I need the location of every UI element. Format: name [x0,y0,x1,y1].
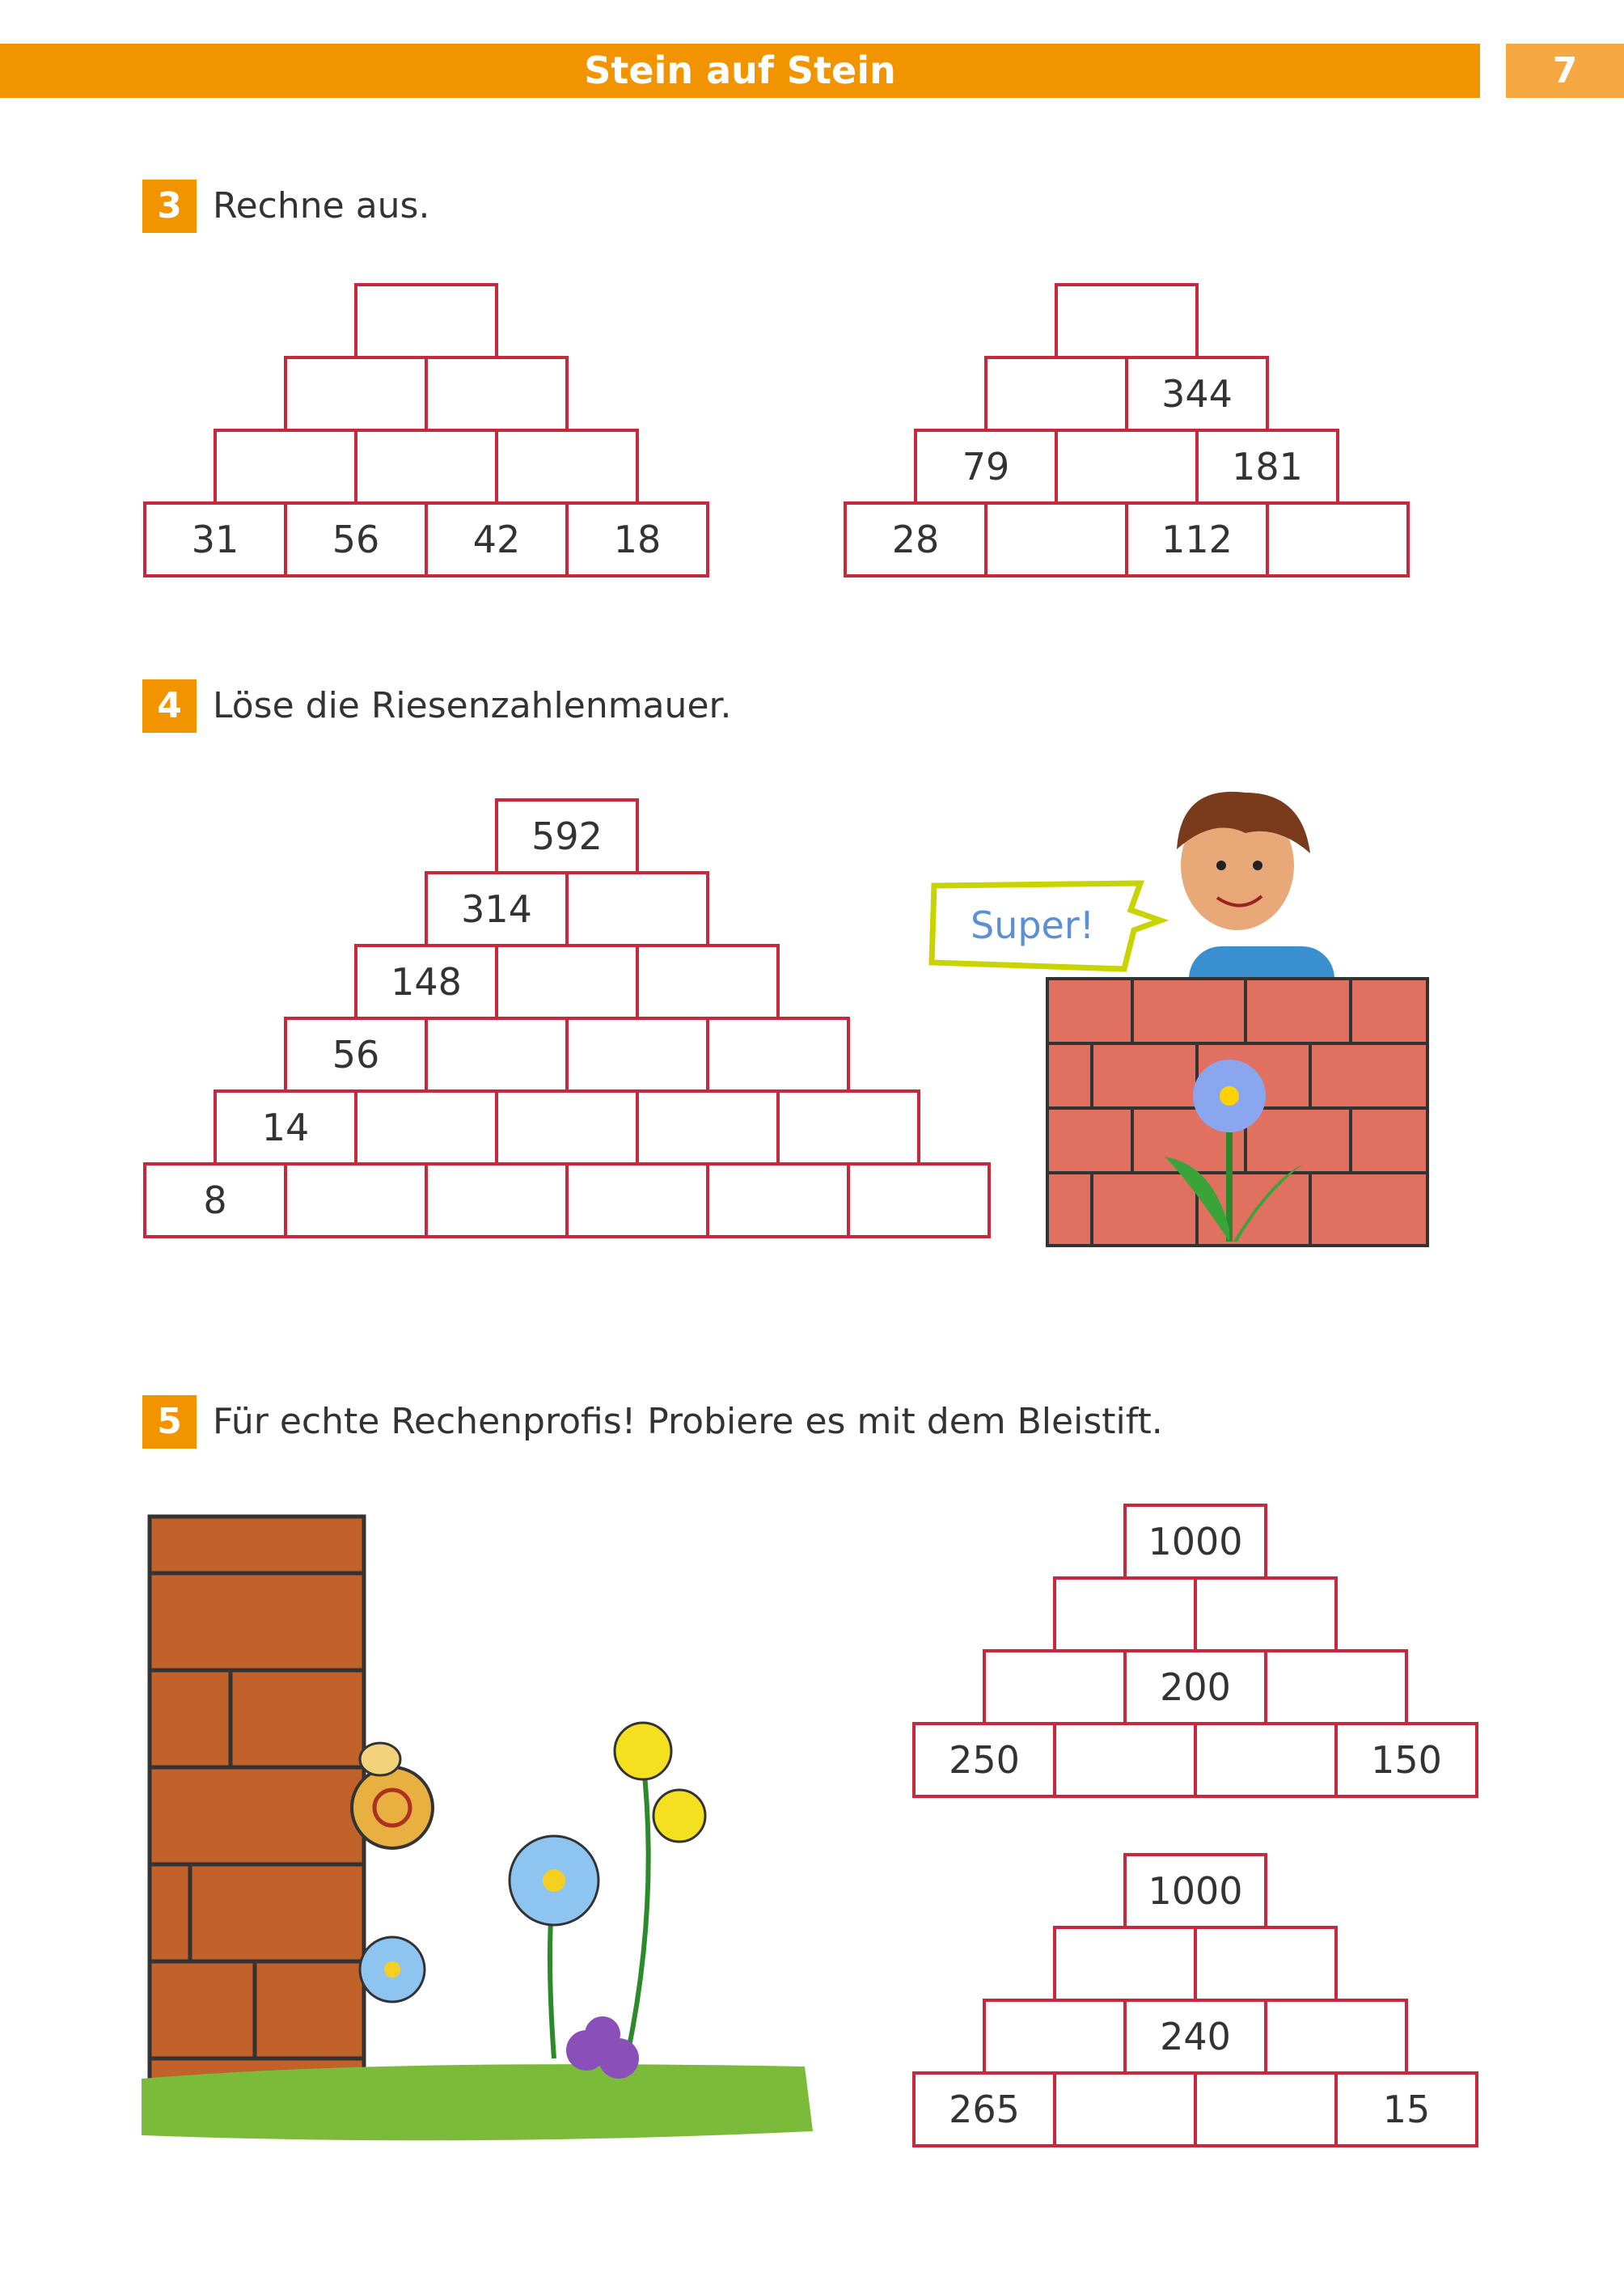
header-title: Stein auf Stein [0,44,1480,98]
empty-brick[interactable] [983,1649,1127,1725]
empty-brick[interactable] [983,1999,1127,2075]
empty-brick[interactable] [1055,429,1199,505]
task-4-instruction: Löse die Riesenzahlenmauer. [213,685,732,726]
number-brick: 181 [1195,429,1339,505]
number-brick: 56 [284,501,428,577]
number-brick: 14 [214,1089,357,1166]
number-brick: 15 [1334,2071,1478,2147]
empty-brick[interactable] [354,429,498,505]
empty-brick[interactable] [1194,1576,1338,1652]
empty-brick[interactable] [636,1089,780,1166]
empty-brick[interactable] [1053,2071,1197,2147]
number-brick: 112 [1125,501,1269,577]
number-brick: 28 [844,501,988,577]
empty-brick[interactable] [1194,1926,1338,2002]
grass-icon [142,2064,813,2140]
empty-brick[interactable] [565,871,709,947]
empty-brick[interactable] [1266,501,1410,577]
number-brick: 344 [1125,356,1269,432]
number-brick: 265 [912,2071,1056,2147]
number-brick: 79 [914,429,1058,505]
task-5-number: 5 [142,1395,197,1449]
empty-brick[interactable] [984,501,1128,577]
task-5-instruction: Für echte Rechenprofis! Probiere es mit dem Bleistift. [213,1401,1163,1442]
empty-brick[interactable] [565,1162,709,1238]
brick-pillar-icon [150,1517,364,2115]
brick-wall-icon [1047,979,1427,1246]
speech-bubble [932,883,1161,969]
empty-brick[interactable] [425,356,569,432]
empty-brick[interactable] [1053,1722,1197,1798]
empty-brick[interactable] [214,429,357,505]
page-number: 7 [1506,44,1624,98]
empty-brick[interactable] [1053,1926,1197,2002]
number-brick: 200 [1123,1649,1267,1725]
speech-bubble-text: Super! [971,903,1095,947]
number-brick: 592 [495,798,639,874]
empty-brick[interactable] [1194,2071,1338,2147]
empty-brick[interactable] [495,944,639,1020]
number-brick: 18 [565,501,709,577]
empty-brick[interactable] [284,356,428,432]
snail-icon [352,1743,433,1848]
number-brick: 56 [284,1017,428,1093]
number-brick: 250 [912,1722,1056,1798]
number-brick: 148 [354,944,498,1020]
empty-brick[interactable] [425,1017,569,1093]
empty-brick[interactable] [495,429,639,505]
empty-brick[interactable] [706,1017,850,1093]
empty-brick[interactable] [1264,1649,1408,1725]
empty-brick[interactable] [776,1089,920,1166]
empty-brick[interactable] [1053,1576,1197,1652]
task-3-instruction: Rechne aus. [213,185,430,226]
number-brick: 42 [425,501,569,577]
empty-brick[interactable] [495,1089,639,1166]
empty-brick[interactable] [565,1017,709,1093]
empty-brick[interactable] [354,283,498,359]
number-brick: 1000 [1123,1853,1267,1929]
number-brick: 31 [143,501,287,577]
empty-brick[interactable] [984,356,1128,432]
empty-brick[interactable] [1264,1999,1408,2075]
task-3-number: 3 [142,180,197,233]
empty-brick[interactable] [706,1162,850,1238]
number-brick: 314 [425,871,569,947]
empty-brick[interactable] [1194,1722,1338,1798]
empty-brick[interactable] [1055,283,1199,359]
number-brick: 1000 [1123,1504,1267,1580]
number-brick: 240 [1123,1999,1267,2075]
number-brick: 150 [1334,1722,1478,1798]
number-brick: 8 [143,1162,287,1238]
empty-brick[interactable] [425,1162,569,1238]
boy-behind-wall-illustration [922,776,1440,1254]
empty-brick[interactable] [354,1089,498,1166]
empty-brick[interactable] [636,944,780,1020]
empty-brick[interactable] [284,1162,428,1238]
task-4-number: 4 [142,679,197,733]
pillar-snail-flowers-illustration [142,1500,829,2147]
